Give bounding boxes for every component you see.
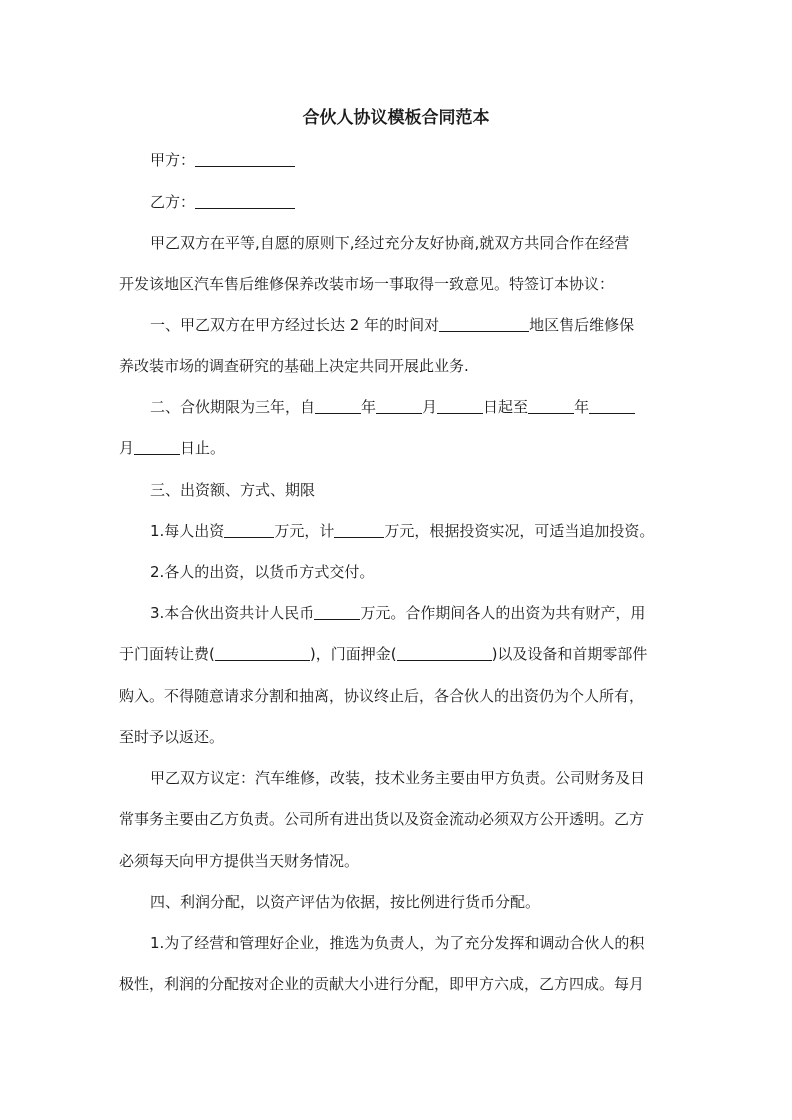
clause3-item3-line-2 bbox=[119, 642, 647, 666]
item3-l2-b: )，门面押金( bbox=[309, 645, 397, 663]
clause1-line-2: 养改装市场的调查研究的基础上决定共同开展此业务. bbox=[119, 357, 469, 375]
clause3-item3-line-1 bbox=[150, 601, 645, 625]
clause2-line-2 bbox=[119, 436, 225, 460]
end-day-blank bbox=[134, 438, 180, 455]
clause4-heading: 四、利润分配，以资产评估为依据，按比例进行货币分配。 bbox=[150, 893, 541, 911]
item1-text-c: 万元，根据投资实况，可适当追加投资。 bbox=[384, 522, 655, 540]
clause2-text-a: 二、合伙期限为三年，自 bbox=[150, 398, 316, 416]
item3-l2-a: 于门面转让费( bbox=[119, 645, 215, 663]
agreement-line-3: 必须每天向甲方提供当天财务情况。 bbox=[119, 852, 360, 870]
clause1-text-b: 地区售后维修保 bbox=[529, 316, 635, 334]
party-a-line bbox=[150, 148, 295, 172]
clause2-month1: 月 bbox=[422, 398, 438, 416]
clause3-heading: 三、出资额、方式、期限 bbox=[150, 481, 316, 499]
clause2-line-1 bbox=[150, 395, 635, 419]
clause1-text-a: 一、甲乙双方在甲方经过长达 2 年的时间对 bbox=[150, 316, 440, 334]
end-year-blank bbox=[528, 397, 574, 414]
clause4-item1-line-2: 极性，利润的分配按对企业的贡献大小进行分配，即甲方六成，乙方四成。每月 bbox=[119, 975, 645, 993]
clause1-line-1 bbox=[150, 313, 634, 337]
document-title: 合伙人协议模板合同范本 bbox=[302, 108, 490, 128]
deposit-blank bbox=[397, 644, 492, 661]
total-amount-blank bbox=[334, 521, 384, 538]
clause2-day-from: 日起至 bbox=[483, 398, 529, 416]
clause2-year2: 年 bbox=[574, 398, 590, 416]
intro-line-1: 甲乙双方在平等,自愿的原则下,经过充分友好协商,就双方共同合作在经营 bbox=[150, 234, 630, 252]
total-rmb-blank bbox=[314, 603, 360, 620]
agreement-line-2: 常事务主要由乙方负责。公司所有进出货以及资金流动必须双方公开透明。乙方 bbox=[119, 810, 645, 828]
party-b-line bbox=[150, 190, 295, 214]
start-month-blank bbox=[376, 397, 422, 414]
intro-line-2: 开发该地区汽车售后维修保养改装市场一事取得一致意见。特签订本协议： bbox=[119, 275, 615, 293]
item3-l2-c: )以及设备和首期零部件 bbox=[491, 645, 648, 663]
start-day-blank bbox=[437, 397, 483, 414]
party-b-label: 乙方： bbox=[150, 193, 196, 211]
clause2-year1: 年 bbox=[361, 398, 377, 416]
per-person-amount-blank bbox=[224, 521, 274, 538]
agreement-line-1: 甲乙双方议定：汽车维修，改装，技术业务主要由甲方负责。公司财务及日 bbox=[150, 769, 646, 787]
clause2-day-end: 日止。 bbox=[180, 439, 226, 457]
clause3-item2: 2.各人的出资，以货币方式交付。 bbox=[150, 563, 375, 581]
party-a-blank bbox=[195, 150, 295, 167]
party-b-blank bbox=[195, 192, 295, 209]
transfer-fee-blank bbox=[215, 644, 310, 661]
item1-text-a: 1.每人出资 bbox=[150, 522, 225, 540]
clause4-item1-line-1: 1.为了经营和管理好企业，推选为负责人，为了充分发挥和调动合伙人的积 bbox=[150, 934, 645, 952]
clause3-item1 bbox=[150, 519, 654, 543]
start-year-blank bbox=[315, 397, 361, 414]
item1-text-b: 万元，计 bbox=[274, 522, 335, 540]
clause3-item3-line-3: 购入。不得随意请求分割和抽离，协议终止后，各合伙人的出资仍为个人所有， bbox=[119, 687, 645, 705]
region-blank bbox=[439, 315, 529, 332]
item3-text-b: 万元。合作期间各人的出资为共有财产，用 bbox=[360, 604, 646, 622]
clause2-month2: 月 bbox=[119, 439, 135, 457]
clause3-item3-line-4: 至时予以返还。 bbox=[119, 728, 225, 746]
party-a-label: 甲方： bbox=[150, 151, 196, 169]
item3-text-a: 3.本合伙出资共计人民币 bbox=[150, 604, 315, 622]
end-month-blank bbox=[589, 397, 635, 414]
